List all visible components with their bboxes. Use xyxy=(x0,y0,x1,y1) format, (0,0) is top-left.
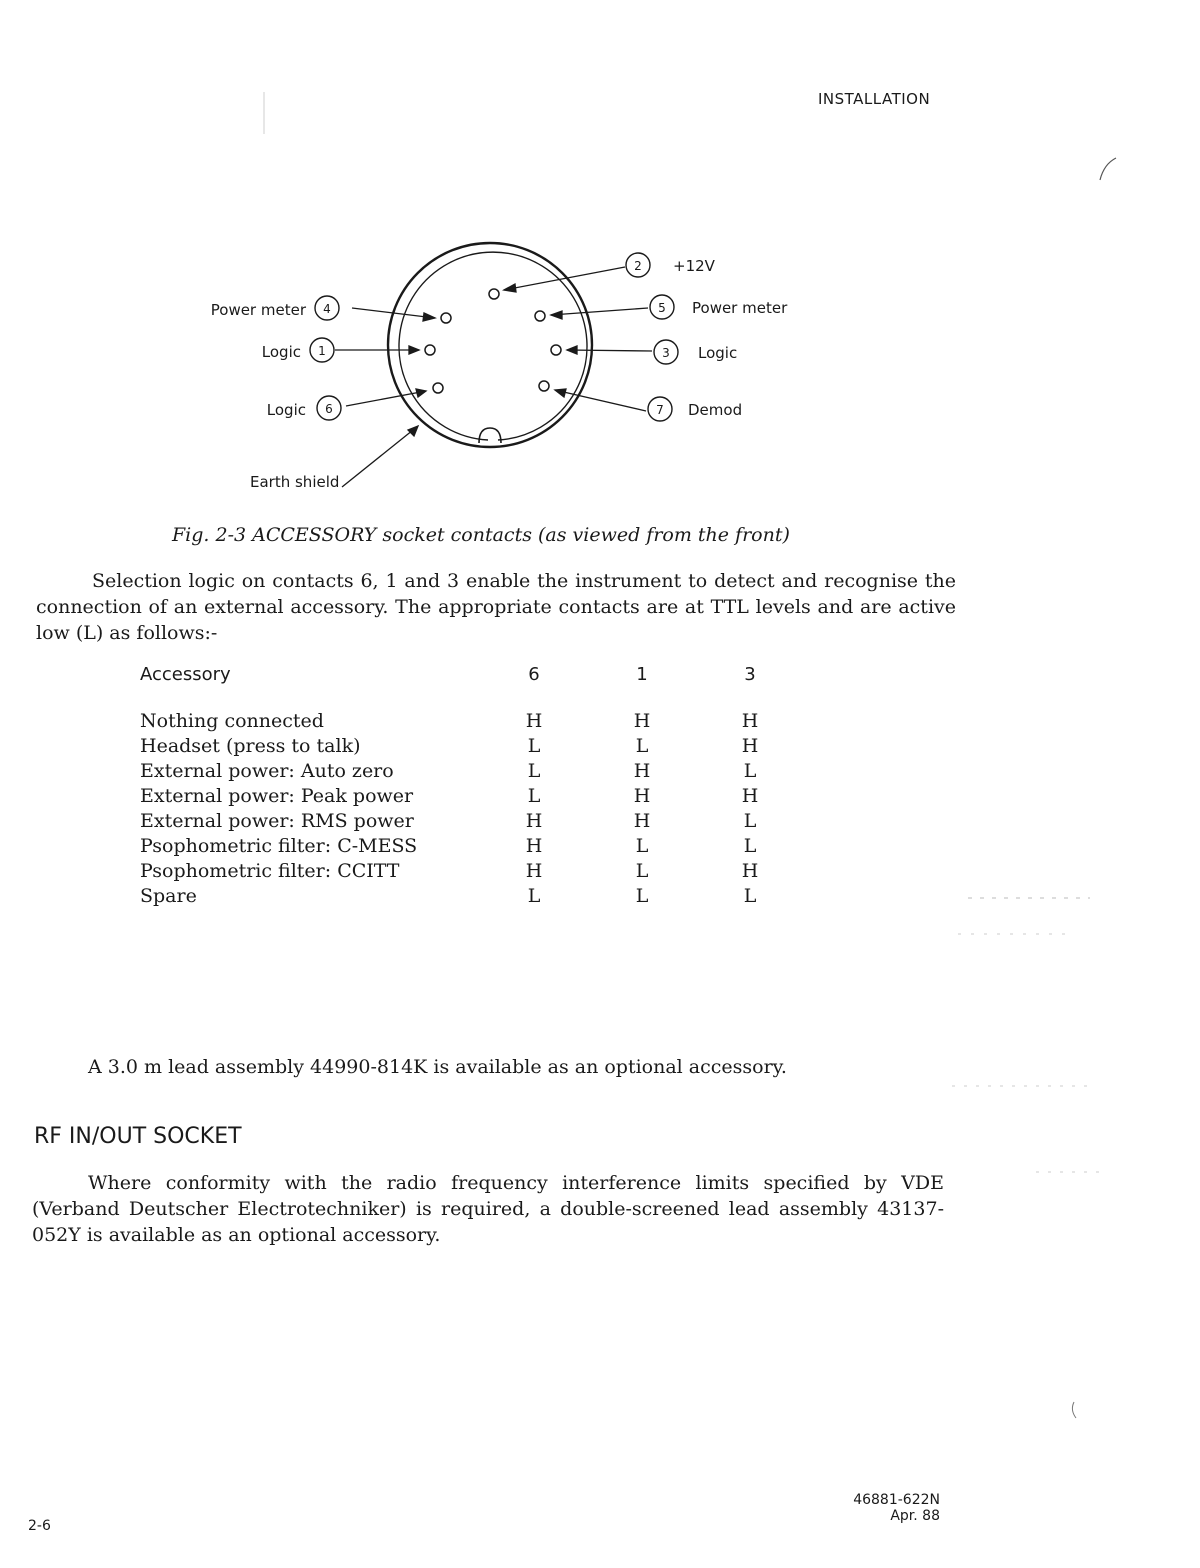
pin-4-label: Power meter xyxy=(210,301,306,319)
contact-1-value: H xyxy=(633,710,651,732)
contact-6-value: L xyxy=(527,885,541,907)
table-row xyxy=(140,734,804,759)
accessory-name: Psophometric filter: C-MESS xyxy=(140,835,418,857)
accessory-name: External power: Peak power xyxy=(140,785,414,807)
contact-6-value: H xyxy=(525,810,543,832)
pin-6-hole xyxy=(433,383,443,393)
pin-7-number: 7 xyxy=(656,403,664,417)
contact-1-value: H xyxy=(633,785,651,807)
header-accessory: Accessory xyxy=(140,664,231,685)
contact-1-value: L xyxy=(635,860,649,882)
contact-1-value: L xyxy=(635,735,649,757)
pin-2-number: 2 xyxy=(634,259,642,273)
pin-5-hole xyxy=(535,311,545,321)
contact-3-value: L xyxy=(743,835,757,857)
pin-6-label: Logic xyxy=(266,401,306,419)
pin-3-hole xyxy=(551,345,561,355)
table-row xyxy=(140,759,804,784)
section-heading-rf-socket: RF IN/OUT SOCKET xyxy=(34,1124,242,1149)
pin-2-label: +12V xyxy=(673,257,715,275)
contact-1-value: H xyxy=(633,760,651,782)
contact-3-value: L xyxy=(743,885,757,907)
header-contact-1: 1 xyxy=(636,664,648,685)
contact-3-value: L xyxy=(743,810,757,832)
pin-1-hole xyxy=(425,345,435,355)
socket-key-notch xyxy=(479,428,501,443)
pin-1-number: 1 xyxy=(318,344,326,358)
accessory-logic-table xyxy=(140,662,804,909)
accessory-name: External power: Auto zero xyxy=(140,760,394,782)
contact-3-value: H xyxy=(741,785,759,807)
table-row xyxy=(140,834,804,859)
document-number: 46881-622N xyxy=(853,1492,940,1508)
pin-7-label: Demod xyxy=(688,401,743,419)
pin-1-label: Logic xyxy=(261,343,301,361)
contact-1-value: L xyxy=(635,885,649,907)
table-row xyxy=(140,784,804,809)
pin-3-number: 3 xyxy=(662,346,670,360)
accessory-socket-diagram xyxy=(170,240,830,510)
contact-3-value: H xyxy=(741,710,759,732)
pin-6-number: 6 xyxy=(325,402,333,416)
table-row xyxy=(140,809,804,834)
accessory-name: External power: RMS power xyxy=(140,810,414,832)
document-date: Apr. 88 xyxy=(890,1508,940,1524)
accessory-name: Psophometric filter: CCITT xyxy=(140,860,400,882)
page-number: 2-6 xyxy=(28,1518,51,1534)
pin-5-number: 5 xyxy=(658,301,666,315)
contact-6-value: L xyxy=(527,785,541,807)
table-row xyxy=(140,709,804,734)
contact-6-value: H xyxy=(525,860,543,882)
contact-6-value: L xyxy=(527,735,541,757)
table-row xyxy=(140,884,804,909)
accessory-name: Spare xyxy=(140,885,197,907)
intro-paragraph: Selection logic on contacts 6, 1 and 3 enable the instrument to detect and recognise the connection of an external accessory. The appropriate contacts are at TTL levels and are active low (L) as follows:- xyxy=(36,570,956,644)
pin-7-hole xyxy=(539,381,549,391)
contact-6-value: L xyxy=(527,760,541,782)
pin-2-hole xyxy=(489,289,499,299)
pin-3-label: Logic xyxy=(698,344,738,362)
document-reference xyxy=(808,1492,940,1524)
contact-3-value: H xyxy=(741,860,759,882)
rf-socket-paragraph: Where conformity with the radio frequency interference limits specified by VDE (Verband Deutscher Electrotechniker) is required, a double-screened lead assembly 43137-052Y is available as an optional accessory. xyxy=(32,1172,944,1246)
page-header-section: INSTALLATION xyxy=(818,90,931,108)
socket-outer-ring xyxy=(388,243,592,447)
pin-4-hole xyxy=(441,313,451,323)
contact-1-value: L xyxy=(635,835,649,857)
contact-3-value: H xyxy=(741,735,759,757)
header-contact-3: 3 xyxy=(744,664,756,685)
lead-assembly-note: A 3.0 m lead assembly 44990-814K is available as an optional accessory. xyxy=(88,1056,787,1078)
figure-caption: Fig. 2-3 ACCESSORY socket contacts (as viewed from the front) xyxy=(172,524,790,546)
contact-1-value: H xyxy=(633,810,651,832)
header-contact-6: 6 xyxy=(528,664,540,685)
contact-6-value: H xyxy=(525,710,543,732)
contact-6-value: H xyxy=(525,835,543,857)
accessory-name: Headset (press to talk) xyxy=(140,735,361,757)
contact-3-value: L xyxy=(743,760,757,782)
pin-4-number: 4 xyxy=(323,302,331,316)
earth-shield-label: Earth shield xyxy=(250,473,340,491)
accessory-name: Nothing connected xyxy=(140,710,324,732)
pin-5-label: Power meter xyxy=(692,299,788,317)
table-row xyxy=(140,859,804,884)
table-header-row xyxy=(140,662,804,709)
